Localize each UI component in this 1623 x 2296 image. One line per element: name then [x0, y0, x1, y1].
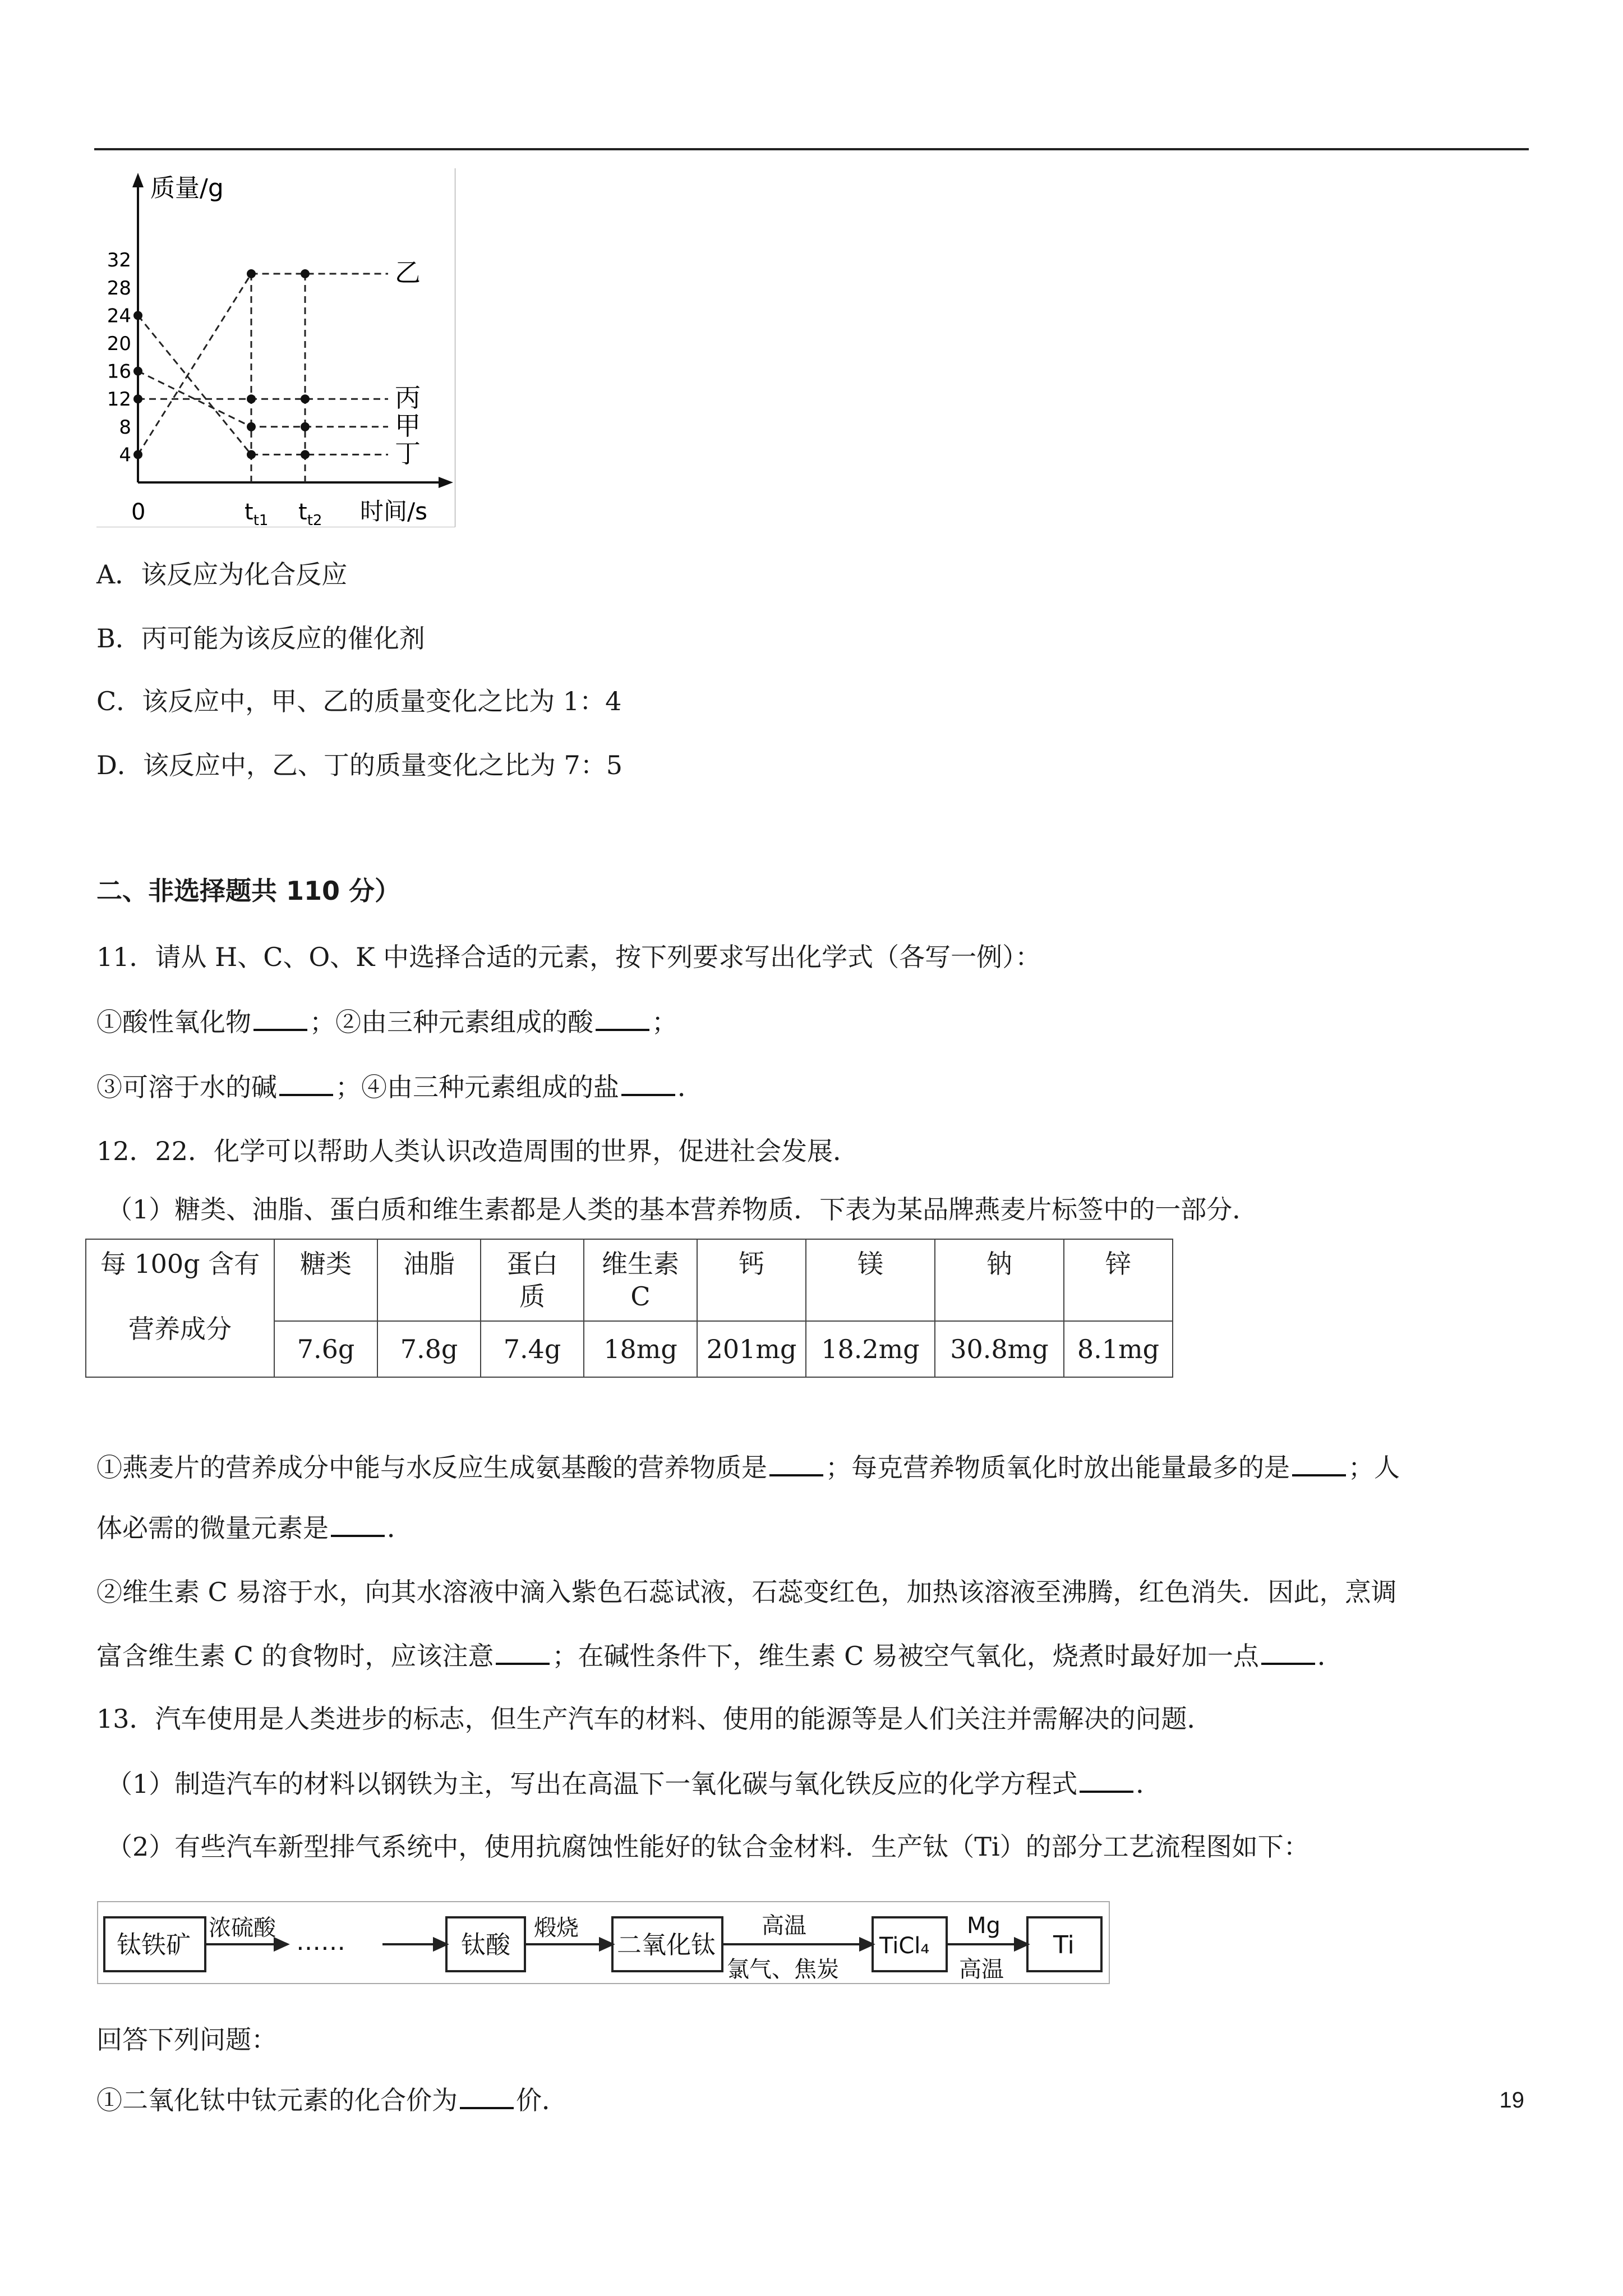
answer-blank: [596, 1006, 649, 1031]
y-tick-28: 28: [107, 277, 131, 300]
q11-line-1: [96, 1005, 677, 1039]
q13-s1: [96, 2083, 568, 2117]
y-tick-16: 16: [107, 360, 131, 383]
arrow4-top-label: Mg: [967, 1913, 1000, 1939]
arrow3-head: [600, 1939, 612, 1950]
box-ti-label: Ti: [1053, 1931, 1075, 1959]
val-zinc: 8.1mg: [1064, 1321, 1173, 1377]
series-labels: [395, 257, 421, 468]
series-3-point-0: [133, 311, 142, 320]
q11-stem: 11．请从 H、C、O、K 中选择合适的元素，按下列要求写出化学式（各写一例）：: [96, 942, 1041, 972]
y-axis-label: 质量/g: [150, 174, 224, 203]
q13-part1: [107, 1767, 1161, 1801]
q12-s2-line2: [96, 1639, 1343, 1673]
series-3-point-2: [301, 450, 310, 459]
th-fat: 油脂: [377, 1239, 481, 1321]
option-a: A．该反应为化合反应: [96, 559, 348, 590]
val-magnesium: 18.2mg: [806, 1321, 935, 1377]
x-axis-label: 时间/s: [360, 498, 428, 525]
answer-blank: [1261, 1640, 1315, 1665]
answer-blank: [279, 1071, 333, 1096]
val-protein: 7.4g: [481, 1321, 584, 1377]
header-rule: [94, 148, 1529, 150]
val-vitamin-c: 18mg: [584, 1321, 697, 1377]
q13-p1b: ．: [1136, 1769, 1162, 1799]
arrow1-head: [275, 1939, 287, 1950]
q11-2a: ③可溶于水的碱: [96, 1072, 277, 1102]
th-sodium: 钠: [935, 1239, 1064, 1321]
q12-s1-line1: [96, 1451, 1400, 1484]
th-zinc: 锌: [1064, 1239, 1173, 1321]
t1-label: t1: [253, 512, 269, 527]
x-tick-t1: $t_{t1}$: [245, 499, 268, 527]
answer-blank: [331, 1512, 385, 1537]
nutrition-table: [85, 1239, 1173, 1378]
q12-s1b: ；每克营养物质氧化时放出能量最多的是: [826, 1452, 1290, 1483]
series-1-point-1: [247, 394, 256, 403]
val-calcium: 201mg: [697, 1321, 806, 1377]
series-0-point-2: [301, 269, 310, 278]
x-axis-arrow: [439, 477, 453, 488]
th-protein-2: 质: [519, 1281, 545, 1312]
arrow3-bottom-label: 氯气、焦炭: [727, 1957, 839, 1982]
box-ticl4-label: TiCl₄: [879, 1933, 930, 1959]
t2-label: t2: [307, 512, 322, 527]
arrow3-top-label: 高温: [762, 1913, 806, 1939]
y-tick-8: 8: [119, 416, 131, 439]
titanium-process-flow: [96, 1901, 1110, 1985]
q13-s1b: 价．: [516, 2085, 568, 2115]
th-vitamin-1: 维生素: [602, 1249, 679, 1279]
q11-2c: ．: [677, 1072, 703, 1102]
series-lines: [138, 274, 388, 482]
q12-part1: （1）糖类、油脂、蛋白质和维生素都是人类的基本营养物质．下表为某品牌燕麦片标签中的一部分．: [107, 1194, 1258, 1225]
arrow1-label: 浓硫酸: [209, 1915, 276, 1941]
y-tick-4: 4: [119, 444, 131, 467]
y-tick-24: 24: [107, 305, 131, 328]
box-tio2-label: 二氧化钛: [617, 1931, 716, 1959]
th-vitamin-c: [584, 1239, 697, 1321]
q11-1c: ；: [652, 1007, 677, 1037]
page-number: 19: [1499, 2088, 1524, 2113]
table-corner-cell: [86, 1239, 274, 1377]
arrow4-bottom-label: 高温: [959, 1957, 1004, 1982]
y-axis-arrow: [132, 173, 144, 187]
answer-blank: [621, 1071, 675, 1096]
option-d: D．该反应中，乙、丁的质量变化之比为 7：5: [96, 750, 623, 780]
arrow2-head: [434, 1939, 446, 1950]
q11-1a: ①酸性氧化物: [96, 1007, 251, 1037]
val-sodium: 30.8mg: [935, 1321, 1064, 1377]
table-header-row: [86, 1239, 1173, 1321]
origin-label: 0: [131, 499, 146, 525]
q12-s2-line1: ②维生素 C 易溶于水，向其水溶液中滴入紫色石蕊试液，石蕊变红色，加热该溶液至沸腾，红色消失．因此，烹调: [96, 1577, 1397, 1607]
answer-blank: [1292, 1452, 1346, 1476]
answer-blank: [253, 1006, 307, 1031]
mass-time-chart: [96, 168, 455, 527]
q13-answer-prompt: 回答下列问题：: [96, 2024, 277, 2055]
series-0-point-0: [133, 450, 142, 459]
th-protein: [481, 1239, 584, 1321]
q12-s1a: ①燕麦片的营养成分中能与水反应生成氨基酸的营养物质是: [96, 1452, 767, 1483]
val-fat: 7.8g: [377, 1321, 481, 1377]
q12-s1e: ．: [387, 1513, 413, 1543]
y-tick-32: 32: [107, 249, 131, 272]
arrow5-head: [1015, 1939, 1027, 1950]
series-2-point-1: [247, 422, 256, 431]
series-line-3: [138, 315, 388, 454]
option-c: C．该反应中，甲、乙的质量变化之比为 1：4: [96, 686, 622, 716]
series-points: [133, 269, 310, 459]
arrow2-label: 煅烧: [534, 1915, 579, 1941]
arrow4-head: [860, 1939, 873, 1950]
q11-2b: ；④由三种元素组成的盐: [335, 1072, 619, 1102]
answer-blank: [460, 2085, 514, 2109]
th-magnesium: 镁: [806, 1239, 935, 1321]
q11-line-2: [96, 1070, 703, 1104]
series-3-point-1: [247, 450, 256, 459]
series-0-point-1: [247, 269, 256, 278]
box-ilmenite-label: 钛铁矿: [117, 1931, 191, 1959]
section-heading: 二、非选择题共 110 分）: [96, 876, 401, 906]
answer-blank: [769, 1452, 823, 1476]
q13-stem: 13．汽车使用是人类进步的标志，但生产汽车的材料、使用的能源等是人们关注并需解决的问题．: [96, 1704, 1213, 1734]
series-2-point-2: [301, 422, 310, 431]
answer-blank: [1080, 1768, 1133, 1793]
series-1-point-0: [133, 394, 142, 403]
y-tick-labels: [107, 249, 131, 466]
th-protein-1: 蛋白: [506, 1249, 558, 1279]
corner-line-1: 每 100g 含有: [100, 1249, 260, 1279]
q12-s1c: ；人: [1348, 1452, 1400, 1483]
q12-s2c: ；在碱性条件下，维生素 C 易被空气氧化，烧煮时最好加一点: [552, 1641, 1259, 1671]
option-b: B．丙可能为该反应的催化剂: [96, 623, 425, 654]
th-calcium: 钙: [697, 1239, 806, 1321]
y-tick-20: 20: [107, 333, 131, 355]
series-label-2: 甲: [395, 410, 421, 441]
q13-p1a: （1）制造汽车的材料以钢铁为主，写出在高温下一氧化碳与氧化铁反应的化学方程式: [107, 1769, 1078, 1799]
series-label-1: 丙: [395, 383, 421, 413]
q12-s2d: ．: [1317, 1641, 1343, 1671]
series-label-3: 丁: [395, 438, 421, 469]
box-titanic-acid-label: 钛酸: [461, 1931, 510, 1959]
th-vitamin-2: C: [630, 1281, 651, 1312]
flow-ellipsis: ……: [296, 1927, 345, 1956]
q11-1b: ；②由三种元素组成的酸: [310, 1007, 593, 1037]
q12-stem: 12．22．化学可以帮助人类认识改造周围的世界，促进社会发展．: [96, 1136, 859, 1166]
q12-s2b: 富含维生素 C 的食物时，应该注意: [96, 1641, 494, 1671]
series-1-point-2: [301, 394, 310, 403]
series-label-0: 乙: [395, 257, 421, 288]
x-tick-t2: $t_{t2}$: [298, 499, 322, 527]
answer-blank: [496, 1640, 550, 1665]
q13-s1a: ①二氧化钛中钛元素的化合价为: [96, 2085, 458, 2115]
q12-s1d: 体必需的微量元素是: [96, 1513, 329, 1543]
val-sugar: 7.6g: [274, 1321, 377, 1377]
y-tick-12: 12: [107, 388, 131, 411]
th-sugar: 糖类: [274, 1239, 377, 1321]
corner-line-2: 营养成分: [128, 1314, 232, 1344]
q13-part2: （2）有些汽车新型排气系统中，使用抗腐蚀性能好的钛合金材料．生产钛（Ti）的部分工艺流程图如下：: [107, 1832, 1310, 1862]
q12-s1-line2: [96, 1511, 413, 1545]
series-2-point-0: [133, 367, 142, 376]
